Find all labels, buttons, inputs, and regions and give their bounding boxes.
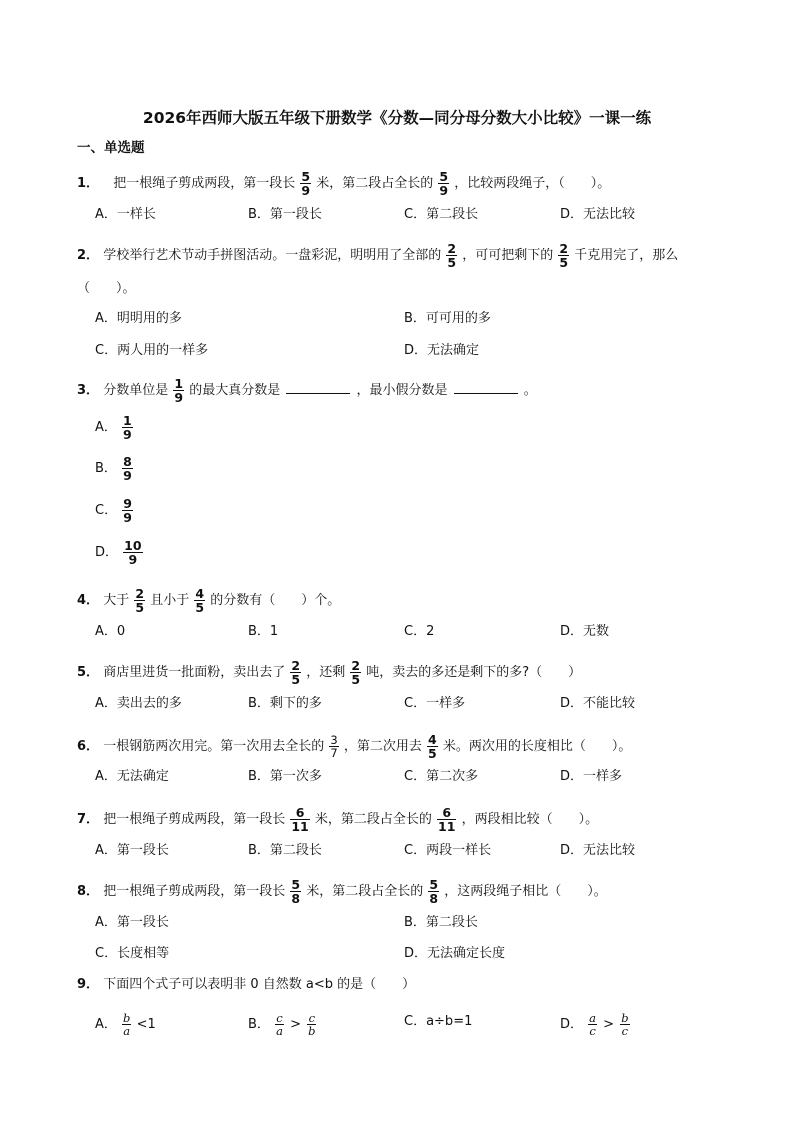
fraction: $\frac{4}{5}$	[195, 586, 205, 615]
option-c[interactable]: C．一样多	[404, 696, 466, 711]
fraction: $\frac{6}{11}$	[291, 805, 309, 834]
fraction: $\frac{2}{5}$	[447, 241, 457, 270]
option-d[interactable]	[95, 539, 144, 566]
option-label: D．	[95, 545, 119, 560]
option-a[interactable]: A．0	[95, 624, 126, 639]
question-text-continued: （ ）。	[77, 281, 136, 296]
question-number: 2．	[77, 248, 100, 263]
option-label: B．	[248, 1017, 270, 1032]
option-c[interactable]: C．两人用的一样多	[95, 343, 209, 358]
question-text: 把一根绳子剪成两段，第一段长	[113, 176, 296, 191]
option-a[interactable]: A．卖出去的多	[95, 696, 182, 711]
comparison-operator: >	[290, 1017, 301, 1032]
option-label: C．	[95, 503, 118, 518]
page-title: 2026年西师大版五年级下册数学《分数—同分母分数大小比较》一课一练	[142, 109, 652, 127]
option-b[interactable]	[95, 455, 134, 482]
option-label: A．	[95, 420, 117, 435]
option-d[interactable]	[560, 1012, 631, 1037]
option-d[interactable]: D．不能比较	[560, 696, 636, 711]
question-number: 6．	[77, 739, 100, 754]
fraction: $\frac{2}{5}$	[291, 658, 301, 687]
question-4	[77, 587, 340, 614]
option-d[interactable]: D．无法比较	[560, 207, 636, 222]
option-c[interactable]	[95, 497, 134, 524]
question-1	[77, 170, 610, 197]
question-number: 9．	[77, 977, 100, 992]
option-a[interactable]	[95, 414, 134, 441]
option-label: B．	[95, 461, 117, 476]
question-7	[77, 806, 598, 833]
option-a[interactable]: A．第一段长	[95, 915, 169, 930]
fraction: $\frac{2}{5}$	[135, 586, 145, 615]
question-text: 的最大真分数是	[189, 383, 281, 398]
question-text: 下面四个式子可以表明非 0 自然数 a<b 的是（ ）	[103, 977, 416, 992]
question-text: ，两段相比较（ ）。	[461, 812, 599, 827]
question-text: ，可可把剩下的	[462, 248, 554, 263]
comparison-operator: >	[603, 1017, 615, 1032]
fraction: $\frac{a}{c}$	[589, 1011, 597, 1038]
question-text: 米，第二段占全长的	[306, 884, 424, 899]
option-a[interactable]	[95, 1012, 156, 1037]
question-number: 1．	[77, 176, 100, 191]
question-number: 8．	[77, 884, 100, 899]
fraction: $\frac{5}{9}$	[439, 169, 449, 198]
question-5	[77, 659, 581, 686]
option-c[interactable]: C．第二段长	[404, 207, 479, 222]
question-text: 且小于	[150, 593, 190, 608]
question-text: 的分数有（ ）个。	[210, 593, 341, 608]
question-text: 。	[523, 383, 537, 398]
question-text: 分数单位是	[103, 383, 169, 398]
fraction: $\frac{b}{a}$	[123, 1011, 131, 1038]
question-3	[77, 377, 537, 404]
fraction: $\frac{6}{11}$	[438, 805, 456, 834]
fraction: $\frac{2}{5}$	[351, 658, 361, 687]
option-c[interactable]: C．a÷b=1	[404, 1014, 473, 1029]
option-b[interactable]: B．剩下的多	[248, 696, 322, 711]
question-number: 5．	[77, 665, 100, 680]
fraction: $\frac{9}{9}$	[123, 496, 132, 525]
fraction: $\frac{1}{9}$	[123, 413, 132, 442]
question-6	[77, 733, 631, 760]
question-8	[77, 878, 607, 905]
fraction: $\frac{5}{8}$	[429, 877, 439, 906]
fraction: $\frac{b}{c}$	[621, 1011, 629, 1038]
question-text: 米，第二段占全长的	[314, 812, 432, 827]
answer-blank[interactable]	[454, 382, 518, 394]
question-text: 大于	[103, 593, 130, 608]
option-d[interactable]: D．无法确定	[404, 343, 480, 358]
question-text: 米。两次用的长度相比（ ）。	[442, 739, 632, 754]
question-text: ，第二次用去	[343, 739, 422, 754]
option-b[interactable]: B．第一次多	[248, 769, 322, 784]
question-9	[77, 977, 415, 993]
question-number: 3．	[77, 383, 100, 398]
question-text: 千克用完了，那么	[574, 248, 679, 263]
option-b[interactable]: B．1	[248, 624, 279, 639]
option-d[interactable]: D．一样多	[560, 769, 623, 784]
option-b[interactable]: B．可可用的多	[404, 311, 491, 326]
question-number: 4．	[77, 593, 100, 608]
fraction: $\frac{8}{9}$	[123, 454, 132, 483]
question-text: ，这两段绳子相比（ ）。	[444, 884, 607, 899]
option-c[interactable]: C．长度相等	[95, 946, 170, 961]
question-text: ，最小假分数是	[356, 383, 448, 398]
question-text: 把一根绳子剪成两段，第一段长	[103, 812, 286, 827]
option-a[interactable]: A．无法确定	[95, 769, 169, 784]
fraction: $\frac{c}{a}$	[276, 1011, 283, 1038]
question-text: ，还剩	[306, 665, 346, 680]
option-b[interactable]: B．第一段长	[248, 207, 322, 222]
question-number: 7．	[77, 812, 100, 827]
question-text: 一根钢筋两次用完。第一次用去全长的	[103, 739, 325, 754]
option-d[interactable]: D．无数	[560, 624, 610, 639]
fraction: $\frac{1}{9}$	[174, 376, 184, 405]
fraction: $\frac{3}{7}$	[330, 733, 338, 760]
question-text: ，比较两段绳子，（ ）。	[454, 176, 611, 191]
fraction: $\frac{5}{8}$	[291, 877, 301, 906]
option-text: <1	[136, 1017, 156, 1032]
option-a[interactable]: A．一样长	[95, 207, 156, 222]
question-text: 吨，卖去的多还是剩下的多?（ ）	[366, 665, 582, 680]
question-text: 学校举行艺术节动手拼图活动。一盘彩泥，明明用了全部的	[103, 248, 442, 263]
option-a[interactable]: A．第一段长	[95, 843, 169, 858]
section-heading: 一、单选题	[77, 140, 145, 156]
question-2	[77, 242, 678, 269]
question-text: 商店里进货一批面粉，卖出去了	[103, 665, 286, 680]
option-b[interactable]	[248, 1012, 317, 1037]
option-b[interactable]: B．第二段长	[248, 843, 322, 858]
option-c[interactable]: C．2	[404, 624, 435, 639]
option-c[interactable]: C．两段一样长	[404, 843, 492, 858]
fraction: $\frac{c}{b}$	[308, 1011, 316, 1038]
option-d[interactable]: D．无法比较	[560, 843, 636, 858]
option-d[interactable]: D．无法确定长度	[404, 946, 506, 961]
option-label: A．	[95, 1017, 117, 1032]
option-b[interactable]: B．第二段长	[404, 915, 478, 930]
fraction: $\frac{4}{5}$	[427, 732, 437, 761]
answer-blank[interactable]	[286, 382, 350, 394]
option-label: D．	[560, 1017, 584, 1032]
fraction: $\frac{5}{9}$	[301, 169, 311, 198]
question-text: 米，第二段占全长的	[316, 176, 434, 191]
fraction: $\frac{10}{9}$	[124, 538, 142, 567]
option-a[interactable]: A．明明用的多	[95, 311, 182, 326]
fraction: $\frac{2}{5}$	[559, 241, 569, 270]
question-text: 把一根绳子剪成两段，第一段长	[103, 884, 286, 899]
option-c[interactable]: C．第二次多	[404, 769, 479, 784]
